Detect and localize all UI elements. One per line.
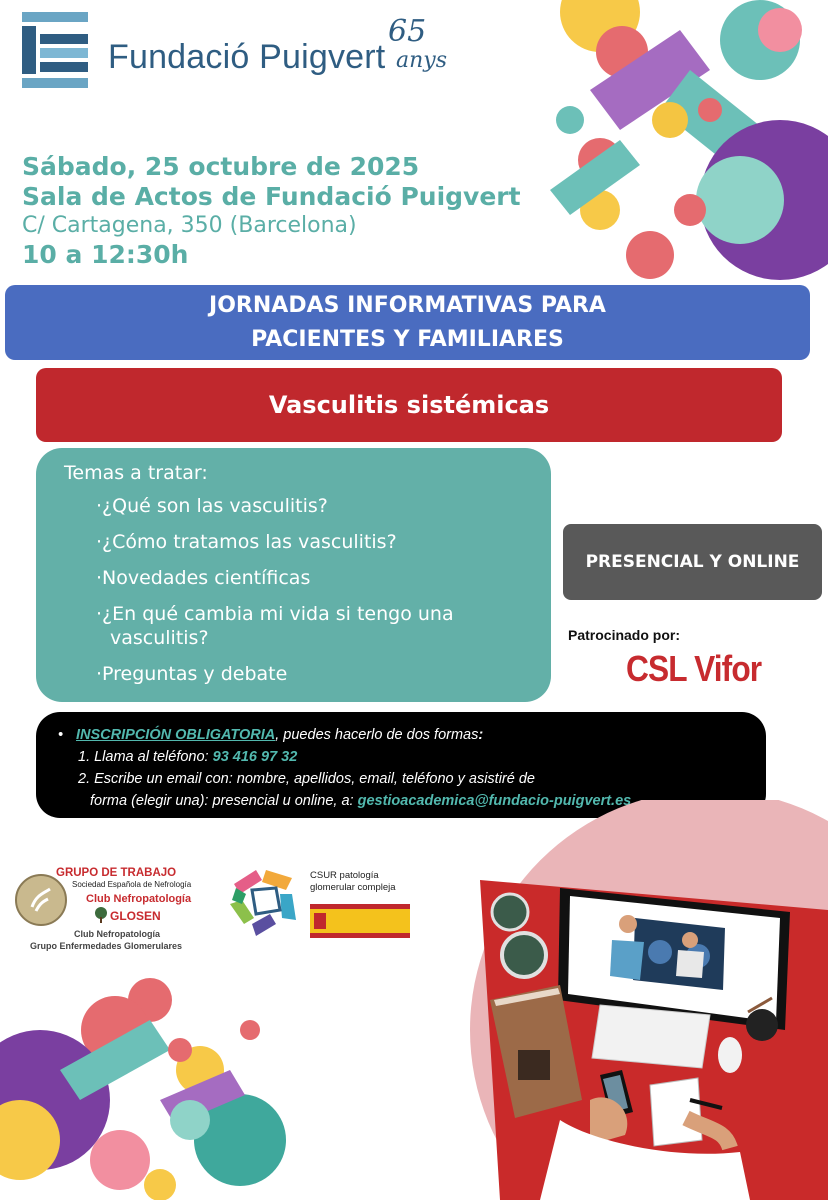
event-info (22, 152, 521, 270)
event-time: 10 a 12:30h (22, 240, 189, 269)
sponsor-label: Patrocinado por: (568, 627, 681, 643)
list-item-text: ·Preguntas y debate (96, 663, 288, 685)
glosen-line-2: Sociedad Española de Nefrología (72, 880, 192, 889)
fundacio-logo-icon (22, 12, 88, 88)
decorative-shapes-bottom (0, 960, 300, 1200)
list-item (96, 530, 551, 554)
jornadas-banner (5, 285, 810, 360)
csur-logo (226, 864, 416, 944)
topics-box (36, 448, 551, 702)
email-link[interactable]: gestioacademica@fundacio-puigvert.es (357, 793, 632, 809)
phone-number[interactable]: 93 416 97 32 (212, 749, 298, 765)
list-item-text: ·¿Qué son las vasculitis? (96, 495, 328, 517)
event-address: C/ Cartagena, 350 (Barcelona) (22, 213, 357, 238)
event-date: Sábado, 25 octubre de 2025 (22, 152, 420, 181)
registration-step-2: 2. Escribe un email con: nombre, apellidos, email, teléfono y asistiré de (78, 771, 535, 787)
sponsor-logo: CSL Vifor (626, 648, 762, 689)
registration-bullet: • (58, 727, 64, 743)
glosen-line-3: Club Nefropatología (86, 893, 192, 905)
glosen-line-6: Grupo Enfermedades Glomerulares (30, 941, 183, 951)
registration-header (76, 724, 766, 746)
ministry-flag-icon (310, 904, 410, 938)
list-item (96, 494, 551, 518)
list-item (96, 602, 551, 650)
glosen-logo (14, 865, 196, 955)
event-venue: Sala de Actos de Fundació Puigvert (22, 182, 521, 211)
list-item (96, 566, 551, 590)
registration-title-link[interactable]: INSCRIPCIÓN OBLIGATORIA (76, 727, 276, 743)
csur-emblem-icon (226, 864, 304, 942)
anniversary-number: 65 (388, 14, 427, 49)
glosen-line-4: GLOSEN (110, 909, 161, 923)
csur-line-2: glomerular compleja (310, 882, 396, 893)
attendance-mode-badge: PRESENCIAL Y ONLINE (563, 524, 822, 600)
glosen-tree-icon (94, 907, 108, 923)
topics-heading: Temas a tratar: (64, 462, 208, 484)
registration-colon: : (478, 727, 484, 743)
banner-line-2: PACIENTES Y FAMILIARES (251, 327, 564, 352)
step1-label: 1. Llama al teléfono: (78, 749, 213, 765)
list-item-text: ·Novedades científicas (96, 567, 311, 589)
glosen-emblem-icon (14, 873, 68, 927)
topics-list (64, 494, 551, 686)
glosen-line-5: Club Nefropatología (74, 929, 160, 939)
registration-intro: , puedes hacerlo de dos formas (275, 727, 479, 743)
list-item-text: ·¿Cómo tratamos las vasculitis? (96, 531, 397, 553)
decorative-shapes-top (530, 0, 828, 280)
csur-line-1: CSUR patología (310, 870, 379, 881)
topic-banner: Vasculitis sistémicas (36, 368, 782, 442)
registration-step-1 (76, 746, 766, 768)
anniversary-text: anys (396, 48, 448, 73)
csur-text (310, 870, 396, 894)
step2-line2: forma (elegir una): presencial u online, a: (90, 793, 358, 809)
banner-line-1: JORNADAS INFORMATIVAS PARA (209, 293, 606, 318)
list-item (96, 662, 551, 686)
brand-name: Fundació Puigvert (108, 38, 386, 76)
desk-illustration (440, 800, 828, 1200)
glosen-line-1: GRUPO DE TRABAJO (56, 867, 177, 879)
list-item-text: ·¿En qué cambia mi vida si tengo una (96, 603, 454, 625)
list-item-continuation: vasculitis? (110, 627, 209, 649)
